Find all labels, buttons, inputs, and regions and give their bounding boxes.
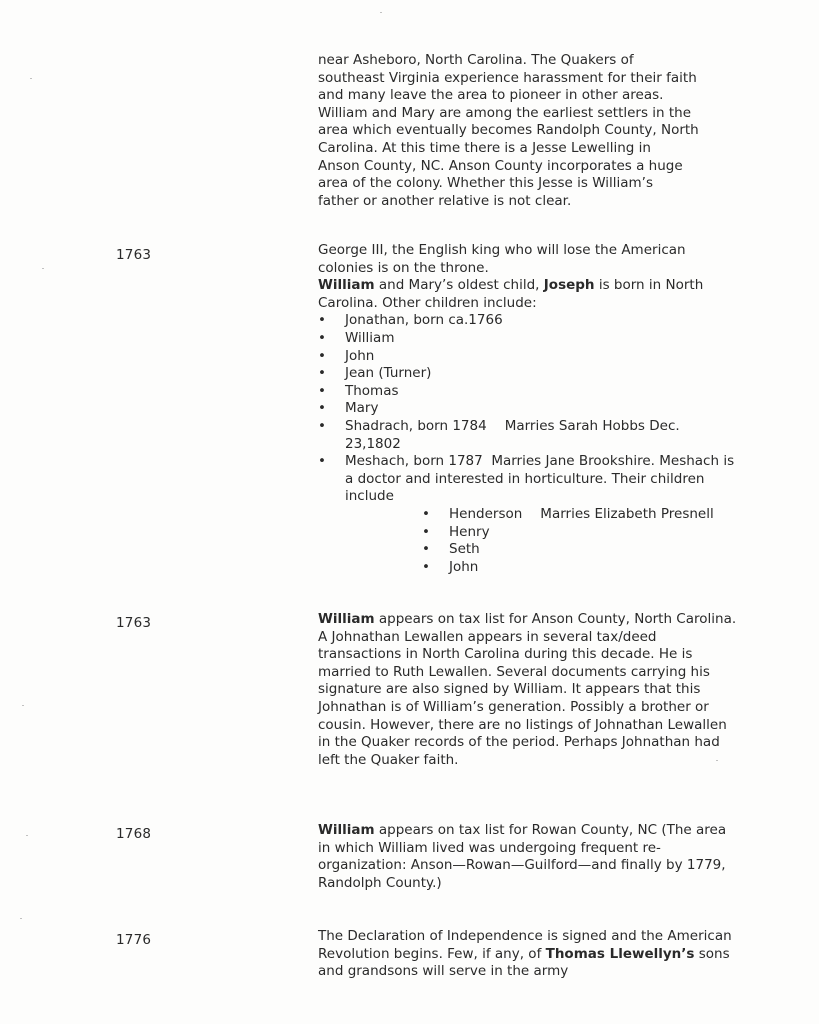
list-item: • Jean (Turner) (318, 365, 738, 383)
scan-speck (716, 760, 718, 761)
entry-1776-text: The Declaration of Independence is signed and the American Revolution begins. Few, if any, of Thomas Llewellyn’s sons and grandsons will serve in the army (318, 928, 732, 980)
scan-speck (20, 918, 22, 919)
entry-1768-text: William appears on tax list for Rowan County, NC (The area in which William lived was undergoing frequent re-organization: Anson—Rowan—Guilford—and finally by 1779, Randolph County.) (318, 822, 727, 891)
list-item: • John (422, 559, 738, 577)
year-label: 1768 (116, 826, 152, 842)
list-item: • Thomas (318, 383, 738, 401)
entry-1776 (318, 928, 738, 981)
year-label: 1776 (116, 932, 152, 948)
entry-continuation-text: near Asheboro, North Carolina. The Quakers of southeast Virginia experience harassment for their faith and many leave the area to pioneer in other areas. William and Mary are among the earliest settlers in the area which eventually becomes Randolph County, North Carolina. At this time there is a Jesse Lewelling in Anson County, NC. Anson County incorporates a huge area of the colony. Whether this Jesse is William’s father or another relative is not clear. (318, 52, 699, 209)
year-label: 1763 (116, 247, 152, 263)
entry-1763-children (318, 242, 738, 576)
scan-speck (22, 705, 24, 706)
entry-1763-intro: George III, the English king who will lose the American colonies is on the throne. (318, 242, 686, 276)
list-item: • Henry (422, 524, 738, 542)
grandchildren-list (318, 506, 738, 576)
list-item: • Jonathan, born ca.1766 (318, 312, 738, 330)
list-item: • Shadrach, born 1784 Marries Sarah Hobbs Dec. 23,1802 (318, 418, 738, 453)
year-label: 1763 (116, 615, 152, 631)
entry-1763-oldest-child: William and Mary’s oldest child, Joseph is born in North Carolina. Other children include: (318, 277, 704, 311)
entry-1763-tax-text: William appears on tax list for Anson County, North Carolina. A Johnathan Lewallen appears in several tax/deed transactions in North Carolina during this decade. He is married to Ruth Lewallen. Several documents carrying his signature are also signed by William. It appears that this Johnathan is of William’s generation. Possibly a brother or cousin. However, there are no listings of Johnathan Lewallen in the Quaker records of the period. Perhaps Johnathan had left the Quaker faith. (318, 611, 737, 768)
entry-continuation (318, 52, 738, 210)
list-item: • Meshach, born 1787 Marries Jane Brookshire. Meshach is a doctor and interested in horticulture. Their children include (318, 453, 738, 506)
scan-speck (30, 78, 32, 79)
list-item: • Seth (422, 541, 738, 559)
children-list (318, 312, 738, 506)
scan-speck (380, 12, 382, 13)
list-item: • Henderson Marries Elizabeth Presnell (422, 506, 738, 524)
list-item: • John (318, 348, 738, 366)
scan-speck (42, 268, 44, 269)
list-item: • William (318, 330, 738, 348)
scan-speck (26, 835, 28, 836)
entry-1768 (318, 822, 738, 892)
list-item: • Mary (318, 400, 738, 418)
entry-1763-tax (318, 611, 738, 769)
